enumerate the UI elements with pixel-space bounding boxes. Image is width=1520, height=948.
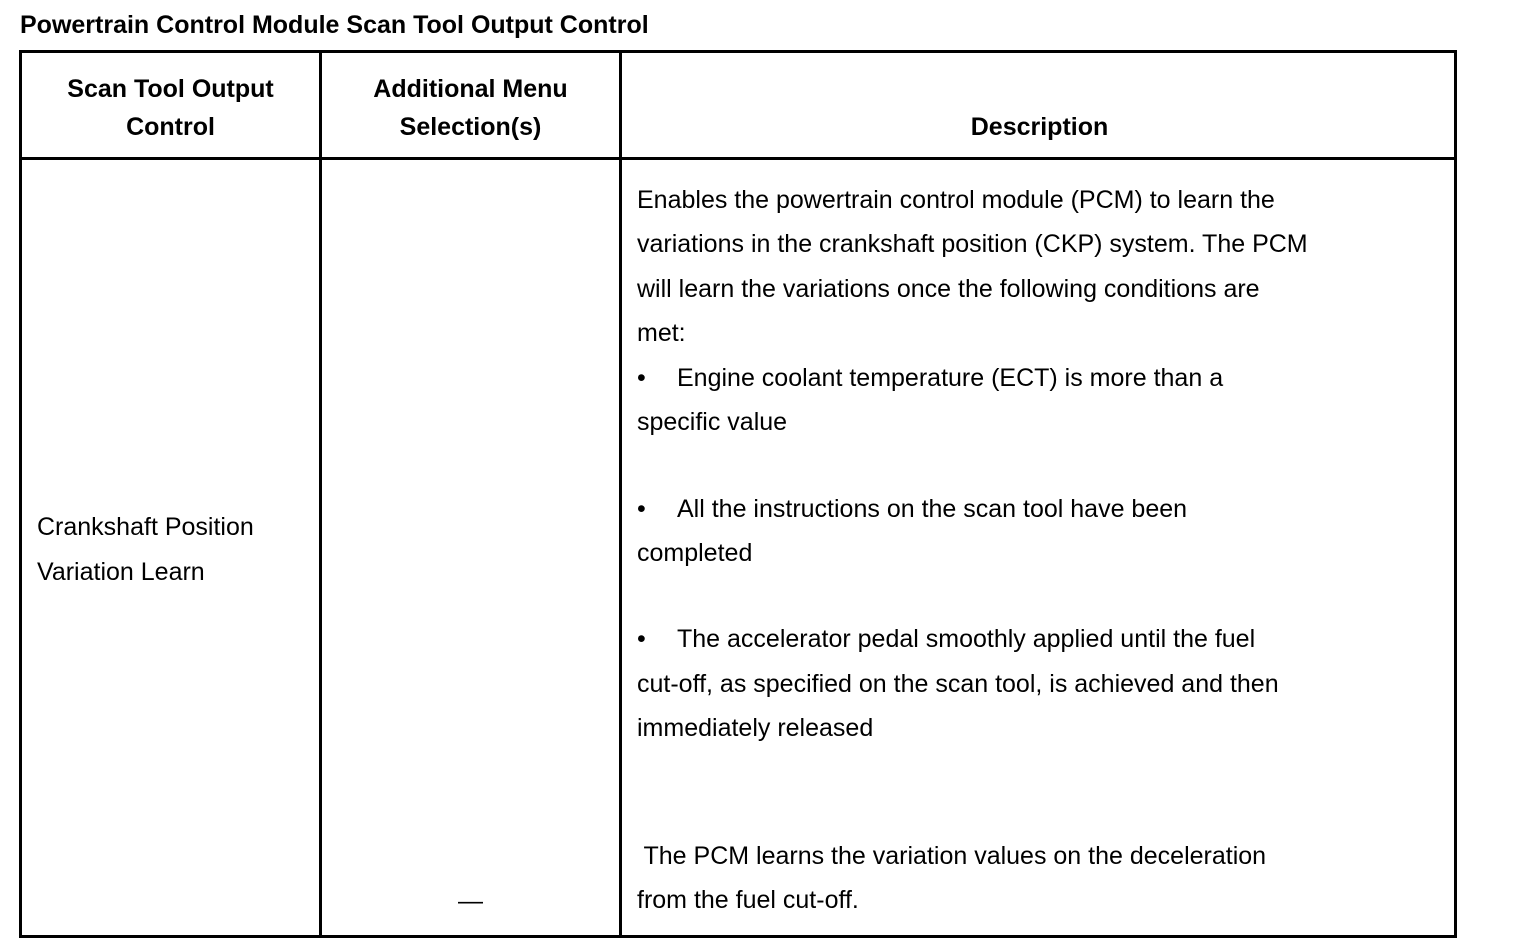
- description-intro-line-1: Enables the powertrain control module (PCM) to learn the: [637, 186, 1275, 214]
- condition-3-line-3: immediately released: [637, 714, 874, 742]
- menu-selection-value: —: [458, 887, 483, 915]
- description-closing-line-1: The PCM learns the variation values on the deceleration: [637, 842, 1267, 870]
- header-scan-tool-output-control: [22, 70, 319, 146]
- condition-1-line-2: specific value: [637, 408, 788, 436]
- condition-1-text-1: Engine coolant temperature (ECT) is more than a: [677, 364, 1224, 392]
- condition-2-line-2: completed: [637, 539, 753, 567]
- output-control-line1: Crankshaft Position: [37, 513, 254, 541]
- condition-2-line-1: [637, 487, 1187, 531]
- header-col2-line1: Additional Menu: [373, 75, 568, 103]
- bullet-icon: •: [637, 495, 646, 523]
- column-divider-2: [619, 53, 622, 935]
- description-intro-line-2: variations in the crankshaft position (CKP) system. The PCM: [637, 230, 1308, 258]
- bullet-icon: •: [637, 364, 646, 392]
- column-divider-1: [319, 53, 322, 935]
- header-description: [622, 108, 1457, 146]
- description-intro-line-3: will learn the variations once the following conditions are: [637, 275, 1260, 303]
- output-control-line2: Variation Learn: [37, 557, 205, 586]
- description-intro-line-4: met:: [637, 319, 686, 347]
- document-title: Powertrain Control Module Scan Tool Output Control: [20, 11, 649, 39]
- header-col2-line2: Selection(s): [399, 113, 542, 141]
- header-col1-line1: Scan Tool Output: [67, 75, 274, 103]
- description-closing-line-2: from the fuel cut-off.: [637, 886, 859, 914]
- header-additional-menu-selections: [322, 70, 619, 146]
- condition-2-text-1: All the instructions on the scan tool have been: [677, 495, 1188, 523]
- header-col3: Description: [970, 113, 1109, 141]
- condition-3-text-1: The accelerator pedal smoothly applied until the fuel: [677, 625, 1256, 653]
- header-col1-line2: Control: [126, 113, 215, 141]
- bullet-icon: •: [637, 625, 646, 653]
- output-control-name: [37, 505, 317, 594]
- header-divider: [22, 157, 1454, 160]
- condition-3-line-1: [637, 617, 1255, 661]
- output-control-table: [19, 50, 1457, 938]
- condition-3-line-2: cut-off, as specified on the scan tool, is achieved and then: [637, 670, 1279, 698]
- condition-1-line-1: [637, 356, 1223, 400]
